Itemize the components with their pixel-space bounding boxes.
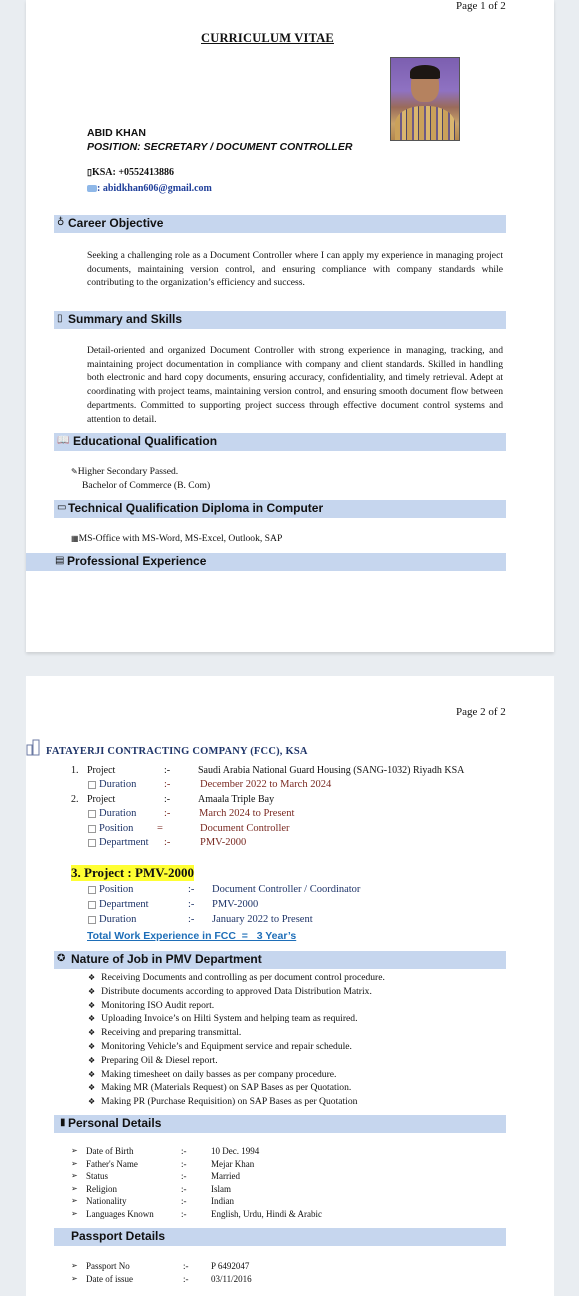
person-icon: ▮ [60,1117,66,1128]
project-detail-sep: :- [188,899,195,910]
project-number: 1. [71,765,79,776]
section-title: Technical Qualification Diploma in Computer [68,501,324,515]
duty-text: Monitoring Vehicle’s and Equipment service and repair schedule. [101,1040,352,1052]
duty-text: Preparing Oil & Diesel report. [101,1054,218,1066]
project-value: Saudi Arabia National Guard Housing (SANG-1032) Riyadh KSA [198,765,465,776]
detail-label: Nationality [86,1196,127,1207]
section-education [54,433,506,451]
total-experience: Total Work Experience in FCC = 3 Year’s [87,930,297,942]
bullet-icon: ❖ [88,1069,98,1079]
bullet-icon: ❖ [88,1083,98,1093]
duty-text: Receiving Documents and controlling as per document control procedure. [101,972,385,983]
project-detail-value: January 2022 to Present [212,914,313,925]
computer-icon: ▭ [57,502,67,513]
section-summary [54,311,506,329]
profile-photo [390,57,460,141]
project-label: Project [87,765,116,776]
arrow-bullet-icon: ➢ [71,1171,78,1181]
arrow-bullet-icon: ➢ [71,1183,78,1193]
section-nature-of-job [54,951,506,969]
section-title: Personal Details [68,1116,162,1130]
personal-row [71,1159,371,1172]
building-icon [26,738,44,761]
project-number: 2. [71,794,79,805]
duty-item [88,1026,385,1040]
personal-details-list [71,1146,371,1222]
page-number: Page 1 of 2 [456,0,506,12]
duty-text: Making timesheet on daily basses as per company procedure. [101,1068,337,1080]
section-title: Professional Experience [67,554,207,568]
section-title: Career Objective [68,216,164,230]
project-sep: :- [164,794,171,805]
duty-text: Uploading Invoice’s on Hilti System and helping team as required. [101,1013,358,1025]
book-icon: 📖 [57,435,70,446]
project-detail-label: Duration [88,914,136,925]
arrow-bullet-icon: ➢ [71,1158,78,1168]
clipboard-icon: ▯ [57,313,63,324]
bullet-icon: ❖ [88,986,98,996]
detail-sep: :- [183,1273,189,1284]
cv-page-2 [26,676,554,1296]
project-detail-sep: :- [164,837,171,848]
education-text: Higher Secondary Passed. [77,466,179,477]
candidate-position: POSITION: SECRETARY / DOCUMENT CONTROLLER [87,141,353,153]
detail-sep: :- [181,1171,187,1182]
bullet-icon: ❖ [88,1041,98,1051]
books-icon: ▤ [55,555,65,566]
project-detail-value: Document Controller [200,823,290,834]
project-detail-value: PMV-2000 [200,837,247,848]
phone-number: KSA: +0552413886 [91,167,175,178]
duty-text: Monitoring ISO Audit report. [101,999,215,1011]
project-label: Project [87,794,116,805]
section-title: Nature of Job in PMV Department [71,952,262,966]
candidate-name: ABID KHAN [87,127,146,139]
project-detail-sep: :- [188,884,195,895]
project-detail-label: Duration [88,779,136,790]
company-name: FATAYERJI CONTRACTING COMPANY (FCC), KSA [46,746,308,757]
personal-row [71,1196,371,1209]
project-detail-sep: :- [164,779,171,790]
arrow-bullet-icon: ➢ [71,1261,78,1270]
detail-label: Passport No [86,1261,130,1271]
education-item [71,466,178,477]
project-detail-value: PMV-2000 [212,899,259,910]
project-detail-sep: = [157,823,163,834]
duty-item [88,1040,385,1054]
arrow-bullet-icon: ➢ [71,1273,78,1283]
duty-item [88,1081,385,1095]
detail-sep: :- [183,1261,189,1271]
cv-page-1 [26,0,554,652]
duty-item [88,985,385,999]
page-number: Page 2 of 2 [456,706,506,718]
arrow-bullet-icon: ➢ [71,1208,78,1218]
bullet-icon: ❖ [88,1000,98,1010]
detail-sep: :- [181,1146,187,1156]
arrow-bullet-icon: ➢ [71,1196,78,1206]
detail-value: English, Urdu, Hindi & Arabic [211,1208,322,1219]
detail-label: Religion [86,1183,117,1194]
project-detail-label: Department [88,837,149,848]
email-link[interactable]: : abidkhan606@gmail.com [97,183,212,194]
summary-text: Detail-oriented and organized Document Controller with strong experience in managing, tracking, and maintaining project documentation in compliance with company and client standards. Skilled in handling both electronic and hard copy documents, ensuring accuracy, confidentiality, and timely retrieval. Adept at coordinating with project teams, maintaining version control, and ensuring smooth document flow between departments. Committed to supporting project success through effective document control systems and attention to detail. [87,345,503,425]
duty-item [88,971,385,985]
personal-row [71,1171,371,1184]
detail-label: Date of Birth [86,1146,134,1156]
detail-value: Mejar Khan [211,1158,255,1169]
calculator-icon: ▦ [71,534,79,543]
career-objective-text: Seeking a challenging role as a Document Controller where I can apply my experience in managing project documents, maintaining version control, and ensuring compliance with company standards while contributing to the organization’s efficiency and success. [87,250,503,289]
project-detail-label: Position [88,884,133,895]
section-technical [54,500,506,518]
section-title: Summary and Skills [68,312,183,326]
detail-value: Islam [211,1183,231,1194]
technical-text: MS-Office with MS-Word, MS-Excel, Outlook, SAP [78,533,283,544]
bullet-icon: ❖ [88,1097,98,1107]
duty-text: Making PR (Purchase Requisition) on SAP Bases as per Quotation [101,1096,358,1108]
project-3-title: 3. Project : PMV-2000 [71,865,194,880]
phone-icon: ▯ [87,167,92,177]
detail-sep: :- [181,1208,187,1219]
detail-value: Indian [211,1196,234,1207]
duties-list [88,971,385,1109]
duty-item [88,1054,385,1068]
section-passport-details [54,1228,506,1246]
detail-label: Father's Name [86,1158,138,1169]
project-detail-value: Document Controller / Coordinator [212,884,361,895]
detail-label: Languages Known [86,1208,154,1219]
detail-value: Married [211,1171,240,1182]
diploma-icon: ✎ [71,467,78,476]
personal-row [71,1209,371,1222]
duty-item [88,1068,385,1082]
detail-value: 10 Dec. 1994 [211,1146,260,1156]
email-icon [87,185,97,192]
document-title: CURRICULUM VITAE [201,31,334,45]
detail-sep: :- [181,1183,187,1194]
bullet-icon: ❖ [88,1028,98,1038]
detail-label: Status [86,1171,109,1182]
bullet-icon: ❖ [88,1055,98,1065]
passport-details-list [71,1261,371,1286]
detail-sep: :- [181,1196,187,1207]
education-item: Bachelor of Commerce (B. Com) [82,480,211,491]
personal-row [71,1184,371,1197]
duty-item [88,1095,385,1109]
detail-value: P 6492047 [211,1261,250,1271]
personal-row [71,1146,371,1159]
duty-text: Receiving and preparing transmittal. [101,1027,242,1039]
section-experience [26,553,506,571]
section-career-objective [54,215,506,233]
detail-value: 03/11/2016 [211,1273,252,1284]
duty-item [88,999,385,1013]
email-line [87,183,212,194]
section-personal-details [54,1115,506,1133]
detail-sep: :- [181,1158,187,1169]
badge-icon: ✪ [57,953,66,964]
bullet-icon: ❖ [88,1014,98,1024]
duty-text: Distribute documents according to approved Data Distribution Matrix. [101,985,372,997]
phone-line [87,167,174,178]
bomb-icon: ♁ [57,217,65,228]
bullet-icon: ❖ [88,973,98,982]
passport-row [71,1261,371,1274]
detail-label: Date of issue [86,1273,133,1284]
arrow-bullet-icon: ➢ [71,1146,78,1155]
section-title: Educational Qualification [73,434,218,448]
project-detail-value: December 2022 to March 2024 [200,779,332,790]
project-detail-label: Duration [88,808,136,819]
project-detail-label: Department [88,899,149,910]
duty-text: Making MR (Materials Request) on SAP Bases as per Quotation. [101,1082,352,1094]
section-title: Passport Details [71,1229,166,1243]
project-detail-sep: :- [188,914,195,925]
project-detail-label: Position [88,823,133,834]
technical-item [71,533,282,544]
project-sep: :- [164,765,171,776]
project-detail-sep: :- [164,808,171,819]
project-value: Amaala Triple Bay [198,794,275,805]
project-detail-value: March 2024 to Present [199,808,295,819]
duty-item [88,1012,385,1026]
